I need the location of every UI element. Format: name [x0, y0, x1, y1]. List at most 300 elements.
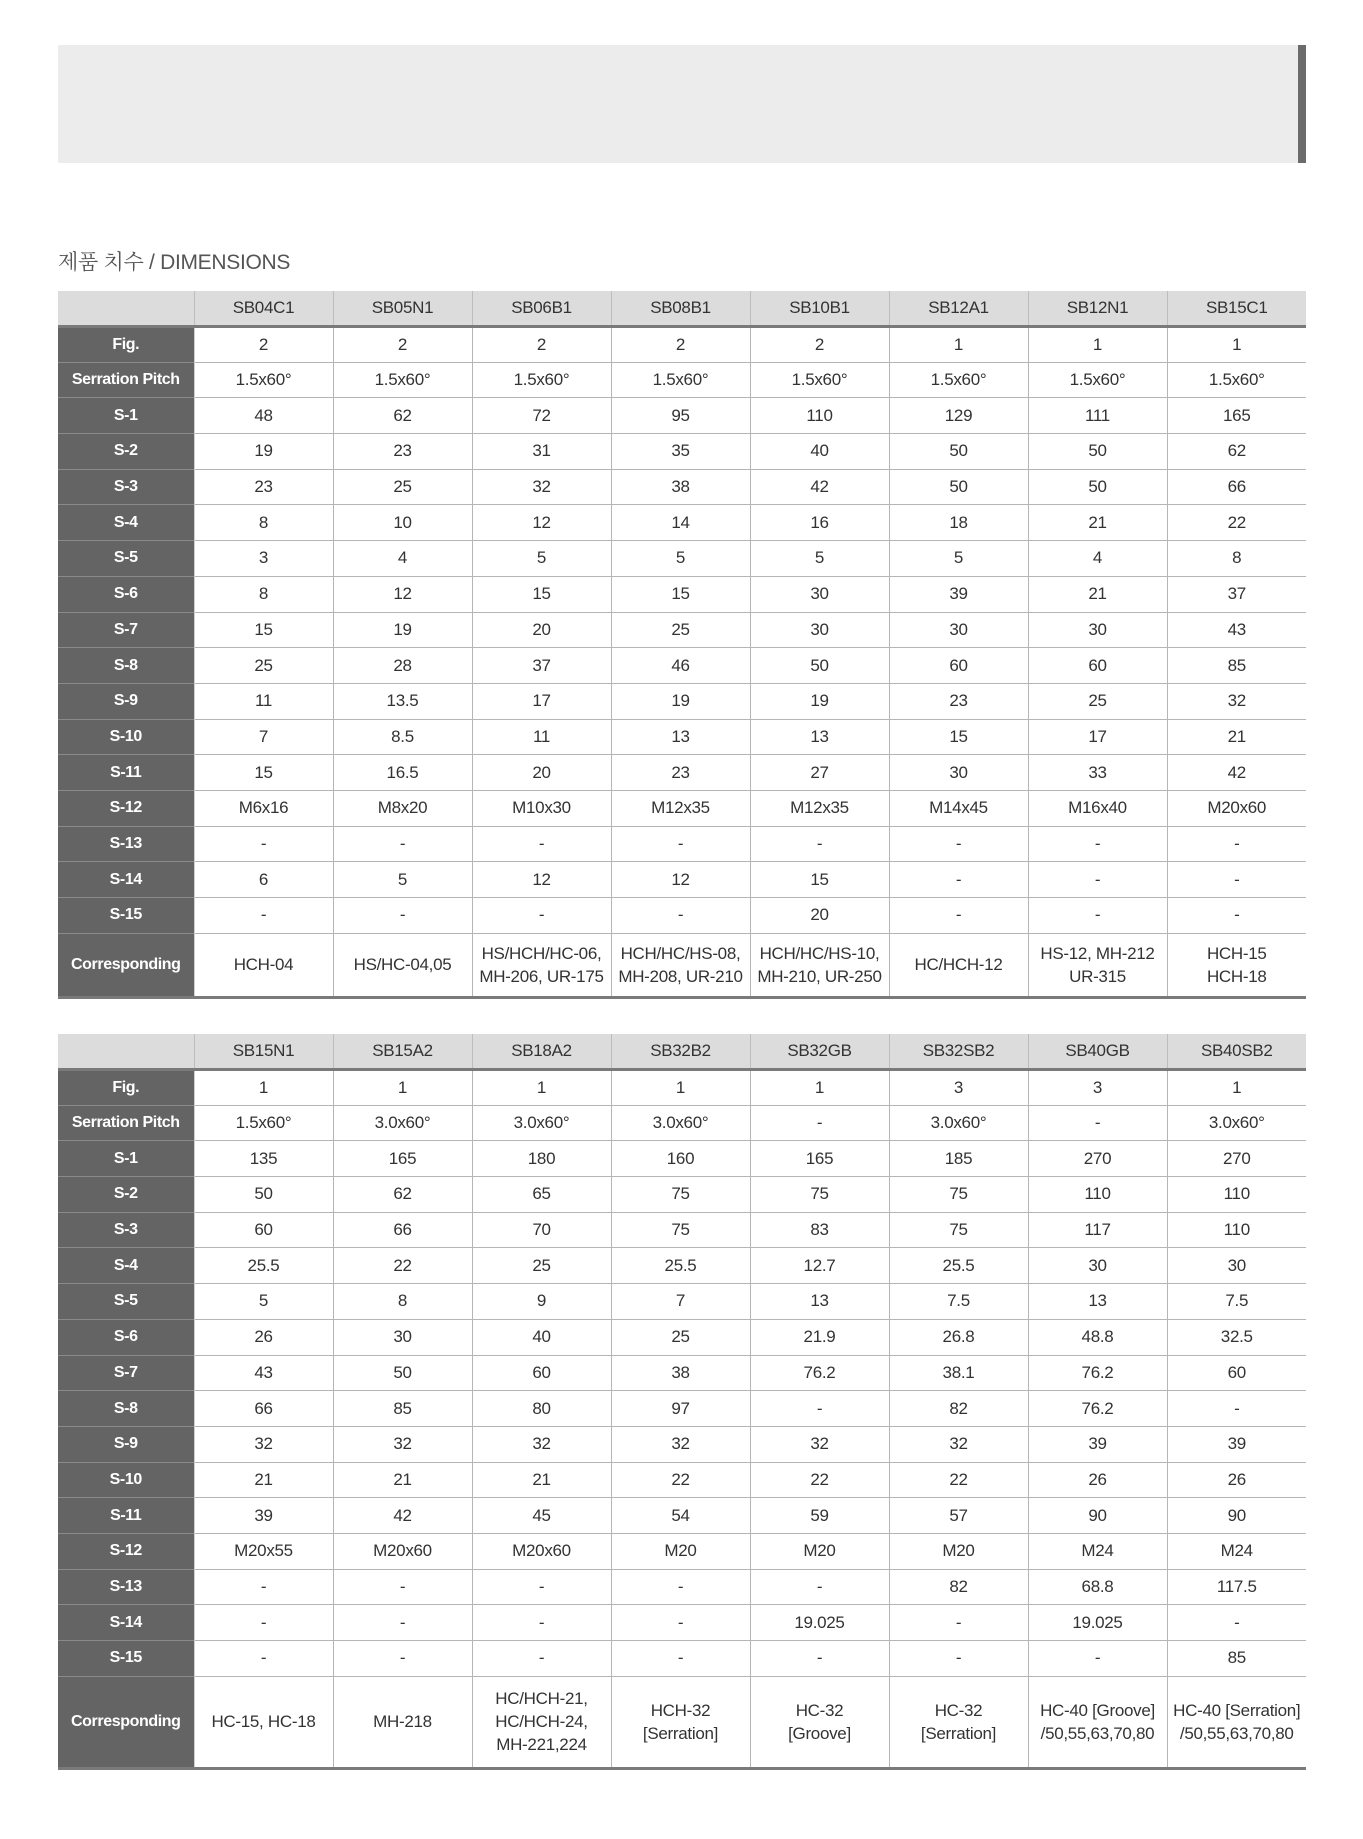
table-cell: 1 [1167, 327, 1306, 363]
table-row [58, 1498, 1306, 1534]
table-cell: 30 [333, 1319, 472, 1355]
table-cell: 21 [472, 1462, 611, 1498]
table-row [58, 362, 1306, 398]
table-cell: 16.5 [333, 755, 472, 791]
table-row [58, 1569, 1306, 1605]
table-cell: 7 [194, 719, 333, 755]
row-label: S-15 [58, 898, 194, 934]
table-row [58, 1533, 1306, 1569]
table-cell: 1.5x60° [750, 362, 889, 398]
row-label: S-7 [58, 612, 194, 648]
table-cell: 43 [1167, 612, 1306, 648]
table-cell: 4 [1028, 541, 1167, 577]
table-cell: 5 [194, 1284, 333, 1320]
table-row [58, 541, 1306, 577]
row-label: S-3 [58, 469, 194, 505]
row-label: Fig. [58, 327, 194, 363]
corresponding-line: MH-206, UR-175 [479, 966, 604, 986]
table-cell: - [1028, 1641, 1167, 1677]
table-cell: 3 [1028, 1070, 1167, 1106]
table-cell: 50 [1028, 434, 1167, 470]
table-cell: 68.8 [1028, 1569, 1167, 1605]
header-banner [58, 45, 1298, 163]
table-cell: 32 [611, 1426, 750, 1462]
table-cell: 8 [194, 505, 333, 541]
table-cell: 3.0x60° [472, 1105, 611, 1141]
table-cell: 17 [1028, 719, 1167, 755]
row-label: S-9 [58, 1426, 194, 1462]
table-cell: 46 [611, 648, 750, 684]
table-cell: 15 [889, 719, 1028, 755]
corresponding-cell [750, 933, 889, 997]
table-cell: 37 [1167, 576, 1306, 612]
table-cell: 38 [611, 469, 750, 505]
corresponding-cell [1028, 933, 1167, 997]
table-row [58, 1212, 1306, 1248]
table-cell: - [889, 862, 1028, 898]
table-row [58, 1070, 1306, 1106]
table-cell: 60 [194, 1212, 333, 1248]
table-cell: 15 [194, 755, 333, 791]
table-cell: 13 [1028, 1284, 1167, 1320]
table-cell: 16 [750, 505, 889, 541]
row-label: S-6 [58, 576, 194, 612]
row-label: S-7 [58, 1355, 194, 1391]
table-cell: 160 [611, 1141, 750, 1177]
table-row [58, 790, 1306, 826]
table-cell: 76.2 [1028, 1355, 1167, 1391]
corner-cell [58, 291, 194, 327]
table-cell: 1 [194, 1070, 333, 1106]
table-cell: 7.5 [889, 1284, 1028, 1320]
table-cell: 62 [333, 1177, 472, 1213]
table-cell: 3 [889, 1070, 1028, 1106]
corresponding-line: HS/HCH/HC-06, [481, 943, 602, 963]
table-cell: - [472, 1569, 611, 1605]
header-row [58, 1034, 1306, 1070]
table-row [58, 434, 1306, 470]
table-cell: 15 [472, 576, 611, 612]
corresponding-cell [194, 1676, 333, 1768]
table-cell: 75 [750, 1177, 889, 1213]
table-cell: 12 [472, 505, 611, 541]
corresponding-cell [750, 1676, 889, 1768]
table-row [58, 398, 1306, 434]
table-cell: 82 [889, 1569, 1028, 1605]
corresponding-line: [Groove] [788, 1723, 851, 1743]
row-label: S-10 [58, 1462, 194, 1498]
row-label: S-3 [58, 1212, 194, 1248]
corresponding-line: [Serration] [920, 1723, 997, 1743]
table-cell: 83 [750, 1212, 889, 1248]
corresponding-line: MH-208, UR-210 [618, 966, 743, 986]
corresponding-line: HS/HC-04,05 [353, 955, 452, 975]
table-cell: 32 [472, 1426, 611, 1462]
row-label: S-2 [58, 434, 194, 470]
table-cell: 48.8 [1028, 1319, 1167, 1355]
table-cell: 72 [472, 398, 611, 434]
table-cell: - [333, 1569, 472, 1605]
table-cell: - [333, 826, 472, 862]
table-cell: 66 [1167, 469, 1306, 505]
table-cell: 5 [889, 541, 1028, 577]
model-header: SB15N1 [194, 1034, 333, 1070]
table-cell: 32 [750, 1426, 889, 1462]
table-cell: 270 [1167, 1141, 1306, 1177]
table-cell: 60 [1028, 648, 1167, 684]
table-cell: 9 [472, 1284, 611, 1320]
table-cell: - [611, 1569, 750, 1605]
table-cell: 3.0x60° [1167, 1105, 1306, 1141]
table-row [58, 1641, 1306, 1677]
table-cell: 26 [1028, 1462, 1167, 1498]
table-cell: 27 [750, 755, 889, 791]
row-label: S-2 [58, 1177, 194, 1213]
table-cell: M20x60 [1167, 790, 1306, 826]
table-cell: 65 [472, 1177, 611, 1213]
table-row [58, 1355, 1306, 1391]
model-header: SB12A1 [889, 291, 1028, 327]
table-cell: 39 [1167, 1426, 1306, 1462]
table-cell: 110 [1167, 1212, 1306, 1248]
table-cell: 85 [333, 1391, 472, 1427]
table-cell: 30 [1028, 612, 1167, 648]
table-cell: 21 [1167, 719, 1306, 755]
table-cell: 1.5x60° [889, 362, 1028, 398]
table-cell: 129 [889, 398, 1028, 434]
table-cell: 10 [333, 505, 472, 541]
table-cell: 50 [889, 434, 1028, 470]
table-cell: 165 [750, 1141, 889, 1177]
table-cell: 270 [1028, 1141, 1167, 1177]
row-label: Fig. [58, 1070, 194, 1106]
table-cell: 23 [194, 469, 333, 505]
table-cell: 8 [1167, 541, 1306, 577]
row-label: S-5 [58, 1284, 194, 1320]
table-cell: 75 [611, 1177, 750, 1213]
table-cell: 110 [1028, 1177, 1167, 1213]
corresponding-cell [472, 933, 611, 997]
table-cell: 50 [750, 648, 889, 684]
corresponding-line: MH-218 [373, 1712, 432, 1732]
table-cell: 1.5x60° [194, 1105, 333, 1141]
table-cell: 1.5x60° [194, 362, 333, 398]
row-label: S-14 [58, 862, 194, 898]
row-label: S-11 [58, 755, 194, 791]
table-cell: 26 [194, 1319, 333, 1355]
table-cell: 1.5x60° [1028, 362, 1167, 398]
table-cell: 85 [1167, 1641, 1306, 1677]
table-cell: 135 [194, 1141, 333, 1177]
table-cell: 2 [472, 327, 611, 363]
model-header: SB10B1 [750, 291, 889, 327]
table-cell: 75 [889, 1177, 1028, 1213]
table-row [58, 648, 1306, 684]
table-cell: 5 [333, 862, 472, 898]
table-cell: - [1028, 1105, 1167, 1141]
corresponding-cell [472, 1676, 611, 1768]
corresponding-cell [611, 1676, 750, 1768]
corresponding-line: HC-32 [934, 1700, 983, 1720]
table-cell: - [611, 826, 750, 862]
table-cell: 21.9 [750, 1319, 889, 1355]
table-cell: M24 [1167, 1533, 1306, 1569]
table-row [58, 327, 1306, 363]
corresponding-line: HC/HCH-24, [495, 1712, 588, 1732]
table-row [58, 1605, 1306, 1641]
table-cell: M8x20 [333, 790, 472, 826]
table-cell: 82 [889, 1391, 1028, 1427]
model-header: SB40SB2 [1167, 1034, 1306, 1070]
row-label: S-5 [58, 541, 194, 577]
table-row [58, 1462, 1306, 1498]
corresponding-row [58, 1676, 1306, 1768]
table-cell: 37 [472, 648, 611, 684]
corresponding-row [58, 933, 1306, 997]
table-cell: M20x60 [472, 1533, 611, 1569]
corresponding-line: HC/HCH-21, [495, 1689, 588, 1709]
row-label: S-8 [58, 1391, 194, 1427]
table-cell: 111 [1028, 398, 1167, 434]
table-cell: 15 [194, 612, 333, 648]
model-header: SB04C1 [194, 291, 333, 327]
table-cell: 14 [611, 505, 750, 541]
table-cell: M20 [611, 1533, 750, 1569]
table-cell: M10x30 [472, 790, 611, 826]
row-label: S-1 [58, 1141, 194, 1177]
row-label: S-14 [58, 1605, 194, 1641]
table-cell: 12 [472, 862, 611, 898]
table-row [58, 1426, 1306, 1462]
table-cell: 3.0x60° [333, 1105, 472, 1141]
table-cell: 35 [611, 434, 750, 470]
corresponding-line: HCH-04 [233, 955, 294, 975]
table-cell: - [472, 898, 611, 934]
table-cell: 19 [750, 683, 889, 719]
table-cell: 3 [194, 541, 333, 577]
table-cell: 8 [194, 576, 333, 612]
corresponding-cell [333, 1676, 472, 1768]
table-cell: 3.0x60° [889, 1105, 1028, 1141]
table-cell: 50 [194, 1177, 333, 1213]
table-cell: 20 [472, 755, 611, 791]
table-cell: - [611, 1605, 750, 1641]
table-cell: - [1167, 1391, 1306, 1427]
corresponding-line: MH-210, UR-250 [757, 966, 882, 986]
corresponding-cell [1167, 933, 1306, 997]
table-row [58, 1248, 1306, 1284]
corresponding-cell [194, 933, 333, 997]
table-cell: 48 [194, 398, 333, 434]
table-cell: 117 [1028, 1212, 1167, 1248]
table-row [58, 1391, 1306, 1427]
table-cell: 42 [750, 469, 889, 505]
table-row [58, 505, 1306, 541]
corresponding-cell [889, 1676, 1028, 1768]
table-row [58, 1105, 1306, 1141]
table-cell: - [1028, 898, 1167, 934]
table-cell: 2 [194, 327, 333, 363]
table-cell: 12 [611, 862, 750, 898]
table-cell: 1 [750, 1070, 889, 1106]
table-cell: 117.5 [1167, 1569, 1306, 1605]
table-cell: 1 [1028, 327, 1167, 363]
table-cell: 1.5x60° [333, 362, 472, 398]
table-cell: 30 [889, 612, 1028, 648]
table-row [58, 1319, 1306, 1355]
table-cell: - [194, 898, 333, 934]
table-cell: 21 [194, 1462, 333, 1498]
table-cell: 4 [333, 541, 472, 577]
table-cell: M24 [1028, 1533, 1167, 1569]
table-cell: 90 [1167, 1498, 1306, 1534]
table-cell: 19 [333, 612, 472, 648]
table-cell: 23 [611, 755, 750, 791]
row-label: S-6 [58, 1319, 194, 1355]
table-cell: 13.5 [333, 683, 472, 719]
table-cell: M20x55 [194, 1533, 333, 1569]
table-cell: - [1167, 826, 1306, 862]
row-label: S-15 [58, 1641, 194, 1677]
row-label: Serration Pitch [58, 362, 194, 398]
table-cell: 17 [472, 683, 611, 719]
table-cell: 7 [611, 1284, 750, 1320]
table-row [58, 862, 1306, 898]
model-header: SB15A2 [333, 1034, 472, 1070]
table-cell: 1 [611, 1070, 750, 1106]
table-cell: 12.7 [750, 1248, 889, 1284]
table-cell: 28 [333, 648, 472, 684]
table-cell: - [750, 1569, 889, 1605]
table-cell: 39 [194, 1498, 333, 1534]
header-row [58, 291, 1306, 327]
row-label: S-9 [58, 683, 194, 719]
row-label: Serration Pitch [58, 1105, 194, 1141]
table-row [58, 1284, 1306, 1320]
corresponding-line: MH-221,224 [496, 1735, 587, 1755]
table-cell: 1 [472, 1070, 611, 1106]
table-cell: 39 [1028, 1426, 1167, 1462]
table-cell: 2 [333, 327, 472, 363]
table-cell: 39 [889, 576, 1028, 612]
header-banner-accent [1298, 45, 1306, 163]
model-header: SB15C1 [1167, 291, 1306, 327]
table-cell: 60 [472, 1355, 611, 1391]
table-cell: - [611, 1641, 750, 1677]
table-cell: 25 [333, 469, 472, 505]
corresponding-line: /50,55,63,70,80 [1179, 1723, 1294, 1743]
table-cell: 25.5 [611, 1248, 750, 1284]
table-cell: 30 [1167, 1248, 1306, 1284]
table-cell: 185 [889, 1141, 1028, 1177]
table-cell: - [194, 1641, 333, 1677]
table-row [58, 1177, 1306, 1213]
corresponding-line: HC-32 [795, 1700, 844, 1720]
table-cell: 5 [472, 541, 611, 577]
table-cell: M16x40 [1028, 790, 1167, 826]
model-header: SB32SB2 [889, 1034, 1028, 1070]
table-cell: 26 [1167, 1462, 1306, 1498]
corresponding-line: HC/HCH-12 [914, 955, 1003, 975]
table-cell: 32 [1167, 683, 1306, 719]
table-cell: 75 [889, 1212, 1028, 1248]
table-cell: 1.5x60° [611, 362, 750, 398]
table-row [58, 1141, 1306, 1177]
corner-cell [58, 1034, 194, 1070]
table-cell: 50 [1028, 469, 1167, 505]
row-label: S-12 [58, 790, 194, 826]
table-cell: 60 [889, 648, 1028, 684]
table-cell: - [1028, 826, 1167, 862]
table-cell: 110 [750, 398, 889, 434]
corresponding-cell [1028, 1676, 1167, 1768]
row-label: S-8 [58, 648, 194, 684]
table-cell: - [889, 898, 1028, 934]
table-cell: 180 [472, 1141, 611, 1177]
table-cell: 21 [1028, 576, 1167, 612]
table-cell: 20 [750, 898, 889, 934]
table-cell: M20 [750, 1533, 889, 1569]
corresponding-cell [611, 933, 750, 997]
table-cell: - [194, 1569, 333, 1605]
table-cell: 90 [1028, 1498, 1167, 1534]
table-cell: 85 [1167, 648, 1306, 684]
table-cell: - [750, 1391, 889, 1427]
table-cell: 59 [750, 1498, 889, 1534]
model-header: SB40GB [1028, 1034, 1167, 1070]
corresponding-line: HCH/HC/HS-10, [759, 943, 880, 963]
corresponding-line: HC-40 [Serration] [1173, 1700, 1301, 1720]
row-label: S-11 [58, 1498, 194, 1534]
table-cell: 40 [750, 434, 889, 470]
table-cell: - [889, 1641, 1028, 1677]
table-row [58, 683, 1306, 719]
model-header: SB18A2 [472, 1034, 611, 1070]
row-label: S-4 [58, 505, 194, 541]
table-cell: 70 [472, 1212, 611, 1248]
dimensions-table-1 [58, 291, 1306, 999]
table-cell: 15 [611, 576, 750, 612]
corresponding-line: HCH/HC/HS-08, [620, 943, 741, 963]
model-header: SB06B1 [472, 291, 611, 327]
table-cell: 25 [611, 612, 750, 648]
table-cell: 95 [611, 398, 750, 434]
corresponding-line: HCH-32 [650, 1700, 711, 1720]
row-label: Corresponding [58, 1676, 194, 1768]
table-cell: 19.025 [1028, 1605, 1167, 1641]
table-cell: 30 [889, 755, 1028, 791]
table-cell: 50 [333, 1355, 472, 1391]
row-label: Corresponding [58, 933, 194, 997]
table-cell: 50 [889, 469, 1028, 505]
table-cell: 30 [1028, 1248, 1167, 1284]
table-cell: 2 [750, 327, 889, 363]
table-cell: 25 [472, 1248, 611, 1284]
table-cell: 42 [333, 1498, 472, 1534]
table-cell: 40 [472, 1319, 611, 1355]
model-header: SB05N1 [333, 291, 472, 327]
table-cell: 20 [472, 612, 611, 648]
table-cell: 7.5 [1167, 1284, 1306, 1320]
table-cell: 32 [333, 1426, 472, 1462]
table-cell: 75 [611, 1212, 750, 1248]
model-header: SB32B2 [611, 1034, 750, 1070]
row-label: S-4 [58, 1248, 194, 1284]
corresponding-line: HCH-15 [1206, 943, 1267, 963]
table-cell: - [472, 1641, 611, 1677]
table-cell: 110 [1167, 1177, 1306, 1213]
table-cell: - [333, 1605, 472, 1641]
